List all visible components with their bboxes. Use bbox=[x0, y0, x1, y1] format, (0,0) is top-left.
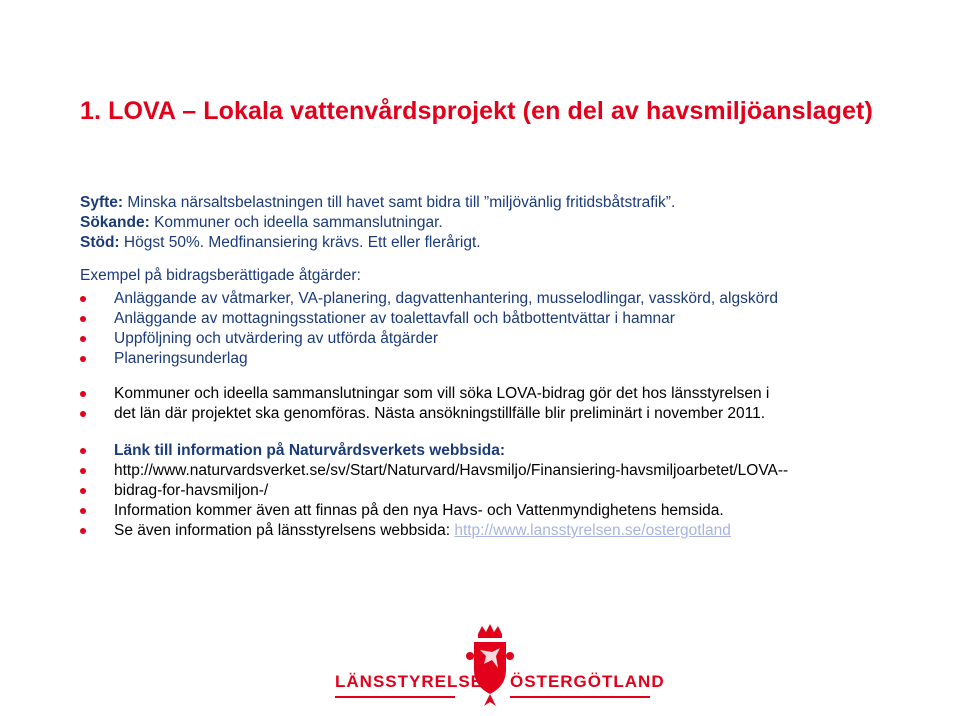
list-item bbox=[80, 521, 788, 541]
bullet-icon bbox=[80, 296, 86, 302]
logo-rule-left bbox=[335, 696, 455, 698]
list-item-text: Anläggande av våtmarker, VA-planering, dagvattenhantering, musselodlingar, vasskörd, algskörd bbox=[114, 290, 779, 307]
logo-rule-right bbox=[510, 696, 650, 698]
list-item bbox=[80, 329, 778, 349]
stod-text: Högst 50%. Medfinansiering krävs. Ett eller flerårigt. bbox=[119, 234, 481, 251]
list-item bbox=[80, 501, 788, 521]
links-list bbox=[80, 441, 788, 541]
list-item bbox=[80, 289, 778, 309]
logo-lansstyrelsen: LÄNSSTYRELSEN bbox=[335, 672, 497, 691]
sokande-label: Sökande: bbox=[80, 214, 150, 231]
apply-list bbox=[80, 384, 769, 424]
naturvardsverket-url-part-2[interactable]: bidrag-for-havsmiljon-/ bbox=[114, 482, 269, 499]
bullet-icon bbox=[80, 468, 86, 474]
logo-ostergotland: ÖSTERGÖTLAND bbox=[510, 672, 665, 691]
slide-title: 1. LOVA – Lokala vattenvårdsprojekt (en del av havsmiljöanslaget) bbox=[80, 97, 873, 125]
bullet-icon bbox=[80, 391, 86, 397]
list-item bbox=[80, 404, 769, 424]
bullet-icon bbox=[80, 316, 86, 322]
bullet-icon bbox=[80, 336, 86, 342]
bullet-icon bbox=[80, 488, 86, 494]
syfte-text: Minska närsaltsbelastningen till havet samt bidra till ”miljövänlig fritidsbåtstrafik”. bbox=[123, 194, 676, 211]
stod-row bbox=[80, 233, 675, 253]
lansstyrelsen-link[interactable]: http://www.lansstyrelsen.se/ostergotland bbox=[454, 522, 731, 539]
list-item bbox=[80, 349, 778, 369]
links-heading: Länk till information på Naturvårdsverkets webbsida: bbox=[114, 442, 506, 459]
naturvardsverket-url-part-1[interactable]: http://www.naturvardsverket.se/sv/Start/Naturvard/Havsmiljo/Finansiering-havsmiljoarbetet/LOVA-- bbox=[114, 462, 789, 479]
sokande-text: Kommuner och ideella sammanslutningar. bbox=[149, 214, 443, 231]
apply-line-2: det län där projektet ska genomföras. Nästa ansökningstillfälle blir preliminärt i november 2011. bbox=[114, 405, 766, 422]
examples-heading: Exempel på bidragsberättigade åtgärder: bbox=[80, 267, 361, 284]
stod-label: Stöd: bbox=[80, 234, 120, 251]
bullet-icon bbox=[80, 528, 86, 534]
examples-list bbox=[80, 289, 778, 369]
list-item bbox=[80, 309, 778, 329]
syfte-label: Syfte: bbox=[80, 194, 124, 211]
bullet-icon bbox=[80, 508, 86, 514]
list-item-text: Anläggande av mottagningsstationer av toalettavfall och båtbottentvättar i hamnar bbox=[114, 310, 675, 327]
sokande-row bbox=[80, 213, 675, 233]
list-item-text: Planeringsunderlag bbox=[114, 350, 248, 367]
list-item bbox=[80, 384, 769, 404]
footer-logo bbox=[300, 620, 820, 710]
apply-line-1: Kommuner och ideella sammanslutningar som vill söka LOVA-bidrag gör det hos länsstyrelsen i bbox=[114, 385, 770, 402]
bullet-icon bbox=[80, 448, 86, 454]
list-item bbox=[80, 461, 788, 481]
syfte-row bbox=[80, 193, 675, 213]
info-text: Information kommer även att finnas på den nya Havs- och Vattenmyndighetens hemsida. bbox=[114, 502, 724, 519]
list-item-text: Uppföljning och utvärdering av utförda åtgärder bbox=[114, 330, 438, 347]
list-item bbox=[80, 441, 788, 461]
list-item bbox=[80, 481, 788, 501]
bullet-icon bbox=[80, 356, 86, 362]
see-also-text: Se även information på länsstyrelsens webbsida: bbox=[114, 522, 455, 539]
bullet-icon bbox=[80, 411, 86, 417]
intro-block bbox=[80, 193, 675, 253]
